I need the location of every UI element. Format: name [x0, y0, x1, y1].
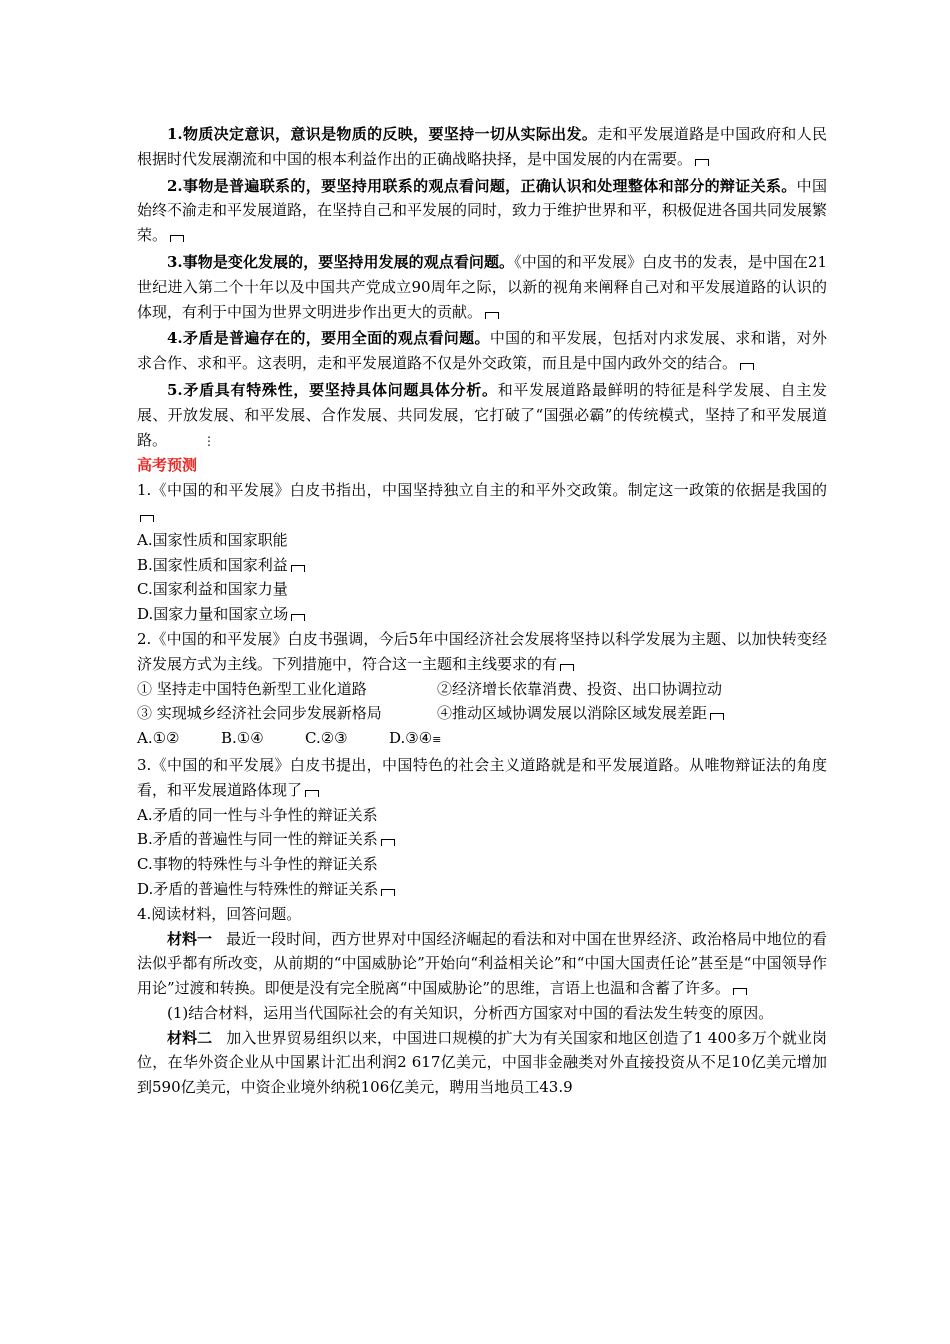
question-2-items-row-2 — [137, 701, 827, 726]
question-2-choice-a: A.①② — [137, 729, 180, 748]
answer-mark-icon — [740, 363, 754, 370]
option-text: D.矛盾的普遍性与特殊性的辩证关系 — [137, 879, 379, 898]
answer-mark-icon — [381, 889, 395, 896]
answer-mark-icon — [560, 664, 574, 671]
question-2-stem — [137, 627, 827, 677]
option-text: D.国家力量和国家立场 — [137, 605, 289, 624]
option-text: B.矛盾的普遍性与同一性的辩证关系 — [137, 830, 378, 849]
answer-mark-icon — [140, 515, 154, 522]
question-4-stem: 4.阅读材料，回答问题。 — [137, 904, 302, 923]
point-4-heading: 4.矛盾是普遍存在的，要用全面的观点看问题。 — [167, 329, 490, 348]
answer-mark-icon — [291, 565, 305, 572]
question-1-option-d — [137, 602, 827, 627]
question-2-item-1: ① 坚持走中国特色新型工业化道路 — [137, 679, 367, 698]
material-1-label: 材料一 — [167, 929, 213, 948]
question-2-choice-c: C.②③ — [305, 729, 348, 748]
answer-mark-icon — [381, 839, 395, 846]
material-2-text: 加入世界贸易组织以来，中国进口规模的扩大为有关国家和地区创造了1 400多万个就业岗位，在华外资企业从中国累计汇出利润2 617亿美元，中国非金融类对外直接投资从不足10亿美元增加到590亿美元，中资企业境外纳税106亿美元，聘用当地员工43.9 — [137, 1028, 827, 1097]
point-4-text: 中国的和平发展，包括对内求发展、求和谐，对外求合作、求和平。这表明，走和平发展道路不仅是外交政策，而且是中国内政外交的结合。 — [137, 329, 827, 373]
question-3-text: 3.《中国的和平发展》白皮书提出，中国特色的社会主义道路就是和平发展道路。从唯物辩证法的角度看，和平发展道路体现了 — [137, 755, 827, 799]
point-4 — [137, 326, 827, 376]
material-2-label: 材料二 — [167, 1028, 213, 1047]
point-5 — [137, 378, 827, 453]
material-2 — [137, 1026, 827, 1100]
question-1-option-c: C.国家利益和国家力量 — [137, 580, 288, 599]
question-2-choice-d: D.③④ — [389, 729, 433, 748]
question-2-choice-suffix: ≡ — [432, 733, 442, 747]
point-5-heading: 5.矛盾具有特殊性，要坚持具体问题具体分析。 — [167, 380, 498, 399]
question-1-option-b — [137, 553, 827, 578]
question-3-option-c: C.事物的特殊性与斗争性的辩证关系 — [137, 855, 378, 874]
point-2-heading: 2.事物是普遍联系的，要坚持用联系的观点看问题，正确认识和处理整体和部分的辩证关系。 — [167, 176, 797, 195]
option-text: B.国家性质和国家利益 — [137, 555, 288, 574]
question-3-option-b — [137, 827, 827, 852]
ellipsis-mark-icon: ⋮ — [203, 433, 216, 448]
question-2-choices — [137, 726, 827, 753]
answer-mark-icon — [305, 790, 319, 797]
point-2-text: 中国始终不渝走和平发展道路，在坚持自己和平发展的同时，致力于维护世界和平，积极促进各国共同发展繁荣。 — [137, 176, 828, 245]
point-3 — [137, 250, 827, 324]
question-1-option-a: A.国家性质和国家职能 — [137, 530, 288, 549]
point-3-heading: 3.事物是变化发展的，要坚持用发展的观点看问题。 — [167, 252, 515, 271]
question-2-item-2: ②经济增长依靠消费、投资、出口协调拉动 — [437, 679, 723, 698]
question-3-stem — [137, 753, 827, 803]
answer-mark-icon — [291, 614, 305, 621]
answer-mark-icon — [710, 713, 724, 720]
question-2-item-4 — [437, 701, 724, 726]
answer-mark-icon — [695, 159, 709, 166]
point-2 — [137, 174, 827, 248]
answer-mark-icon — [485, 312, 499, 319]
answer-mark-icon — [170, 235, 184, 242]
question-2-item-3: ③ 实现城乡经济社会同步发展新格局 — [137, 704, 382, 723]
question-2-items-row-1 — [137, 677, 827, 702]
question-4-sub-1: (1)结合材料，运用当代国际社会的有关知识，分析西方国家对中国的看法发生转变的原因。 — [167, 1003, 774, 1022]
point-1 — [137, 122, 827, 172]
point-1-heading: 1.物质决定意识，意识是物质的反映，要坚持一切从实际出发。 — [167, 125, 598, 143]
item-text: ④推动区域协调发展以消除区域发展差距 — [437, 704, 708, 723]
document-page — [137, 122, 827, 1100]
question-3-option-d — [137, 877, 827, 902]
section-heading: 高考预测 — [137, 456, 198, 475]
point-1-text: 走和平发展道路是中国政府和人民根据时代发展潮流和中国的根本利益作出的正确战略抉择，是中国发展的内在需要。 — [137, 125, 827, 168]
material-1 — [137, 927, 827, 1001]
material-1-text: 最近一段时间，西方世界对中国经济崛起的看法和对中国在世界经济、政治格局中地位的看法似乎都有所改变，从前期的“中国威胁论”开始向“利益相关论”和“中国大国责任论”甚至是“中国领导作用论”过渡和转换。即便是没有完全脱离“中国威胁论”的思维，言语上也温和含蓄了许多。 — [137, 929, 827, 998]
question-2-choice-b: B.①④ — [221, 729, 264, 748]
answer-mark-icon — [733, 988, 747, 995]
point-5-text: 和平发展道路最鲜明的特征是科学发展、自主发展、开放发展、和平发展、合作发展、共同发展，它打破了“国强必霸”的传统模式，坚持了和平发展道路。 — [137, 380, 827, 449]
question-1-text: 1.《中国的和平发展》白皮书指出，中国坚持独立自主的和平外交政策。制定这一政策的依据是我国的 — [137, 481, 827, 500]
question-2-text: 2.《中国的和平发展》白皮书强调，今后5年中国经济社会发展将坚持以科学发展为主题、以加快转变经济发展方式为主线。下列措施中，符合这一主题和主线要求的有 — [137, 629, 827, 673]
question-1-stem — [137, 478, 827, 528]
point-3-text: 《中国的和平发展》白皮书的发表，是中国在21世纪进入第二个十年以及中国共产党成立90周年之际，以新的视角来阐释自己对和平发展道路的认识的体现，有利于中国为世界文明进步作出更大的贡献。 — [137, 252, 827, 321]
question-3-option-a: A.矛盾的同一性与斗争性的辩证关系 — [137, 805, 378, 824]
